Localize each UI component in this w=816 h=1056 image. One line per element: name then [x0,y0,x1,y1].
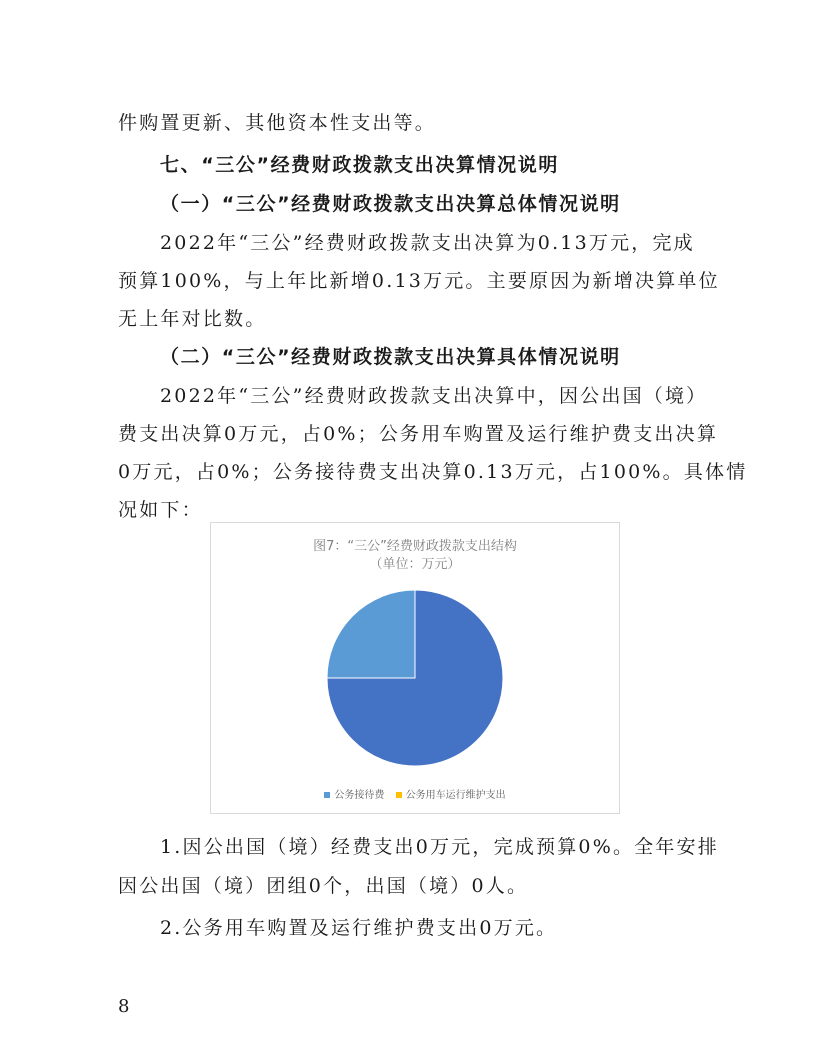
legend-label: 公务接待费 [334,790,385,801]
legend-item [324,786,384,801]
paragraph-line: 因公出国（境）团组0个，出国（境）0人。 [118,875,529,897]
section-heading: 七、“三公”经费财政拨款支出决算情况说明 [160,154,559,176]
paragraph-line: 0万元，占0%；公务接待费支出决算0.13万元，占100%。具体情 [118,461,748,483]
paragraph-line: 费支出决算0万元，占0%；公务用车购置及运行维护费支出决算 [118,423,719,445]
paragraph-line: 2022年“三公”经费财政拨款支出决算为0.13万元，完成 [160,232,695,254]
pie-chart [210,522,620,814]
paragraph-line: 件购置更新、其他资本性支出等。 [118,112,437,134]
chart-title: 图7：“三公”经费财政拨款支出结构 [313,539,517,554]
chart-subtitle: （单位：万元） [369,557,461,572]
paragraph-line: 预算100%，与上年比新增0.13万元。主要原因为新增决算单位 [118,270,720,292]
pie-slice [327,590,415,678]
paragraph-line: 2.公务用车购置及运行维护费支出0万元。 [160,917,558,939]
legend-swatch [396,792,402,798]
pie-svg [211,573,619,793]
paragraph-line: 况如下： [118,499,203,521]
chart-legend [211,786,619,801]
legend-item [396,786,506,801]
paragraph-line: 2022年“三公”经费财政拨款支出决算中，因公出国（境） [160,385,708,407]
legend-label: 公务用车运行维护支出 [405,790,506,801]
paragraph-line: 1.因公出国（境）经费支出0万元，完成预算0%。全年安排 [160,836,719,858]
paragraph-line: 无上年对比数。 [118,308,267,330]
subsection-heading: （一）“三公”经费财政拨款支出决算总体情况说明 [160,193,621,215]
page-number: 8 [118,996,130,1017]
legend-swatch [324,792,330,798]
subsection-heading: （二）“三公”经费财政拨款支出决算具体情况说明 [160,346,621,368]
